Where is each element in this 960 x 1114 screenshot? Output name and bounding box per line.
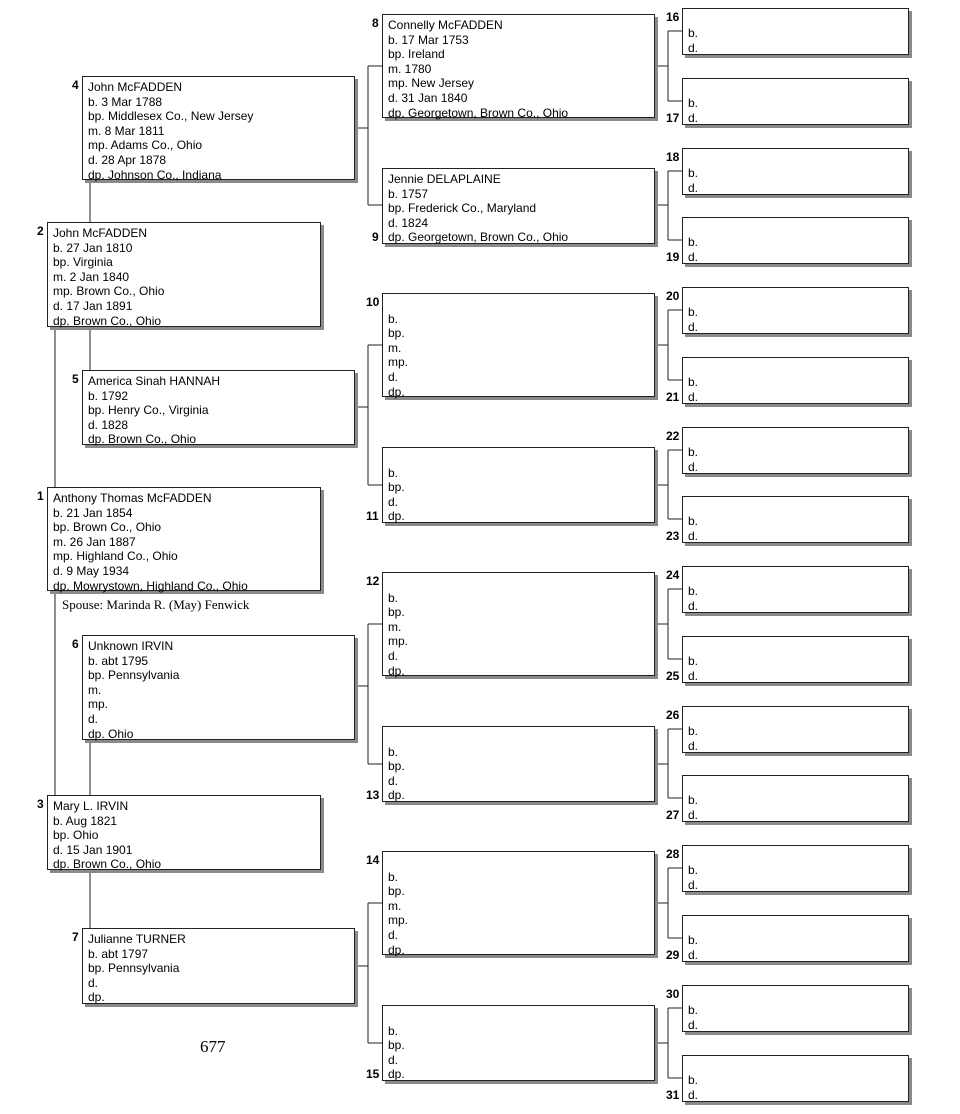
- person-number-7: 7: [72, 930, 79, 944]
- person-box-15: b. bp. d. dp.: [382, 1005, 655, 1081]
- person-number-8: 8: [372, 16, 379, 30]
- person-box-5: America Sinah HANNAH b. 1792 bp. Henry Co., Virginia d. 1828 dp. Brown Co., Ohio: [82, 370, 355, 445]
- person-box-13: b. bp. d. dp.: [382, 726, 655, 802]
- person-box-1: Anthony Thomas McFADDEN b. 21 Jan 1854 bp. Brown Co., Ohio m. 26 Jan 1887 mp. Highland Co., Ohio d. 9 May 1934 dp. Mowrystown, Highland Co., Ohio: [47, 487, 321, 591]
- person-box-19: b. d.: [682, 217, 909, 264]
- person-box-30: b. d.: [682, 985, 909, 1032]
- person-box-6: Unknown IRVIN b. abt 1795 bp. Pennsylvania m. mp. d. dp. Ohio: [82, 635, 355, 740]
- person-number-28: 28: [666, 847, 680, 861]
- person-number-23: 23: [666, 529, 680, 543]
- person-box-27: b. d.: [682, 775, 909, 822]
- person-box-25: b. d.: [682, 636, 909, 683]
- person-box-3: Mary L. IRVIN b. Aug 1821 bp. Ohio d. 15 Jan 1901 dp. Brown Co., Ohio: [47, 795, 321, 870]
- person-box-4: John McFADDEN b. 3 Mar 1788 bp. Middlesex Co., New Jersey m. 8 Mar 1811 mp. Adams Co., Ohio d. 28 Apr 1878 dp. Johnson Co., Indiana: [82, 76, 355, 180]
- person-box-23: b. d.: [682, 496, 909, 543]
- person-number-1: 1: [37, 489, 44, 503]
- person-box-20: b. d.: [682, 287, 909, 334]
- person-box-11: b. bp. d. dp.: [382, 447, 655, 523]
- person-box-7: Julianne TURNER b. abt 1797 bp. Pennsylvania d. dp.: [82, 928, 355, 1004]
- person-number-3: 3: [37, 797, 44, 811]
- person-number-6: 6: [72, 637, 79, 651]
- person-box-12: b. bp. m. mp. d. dp.: [382, 572, 655, 676]
- person-number-13: 13: [366, 788, 380, 802]
- person-number-12: 12: [366, 574, 380, 588]
- person-number-19: 19: [666, 250, 680, 264]
- person-box-21: b. d.: [682, 357, 909, 404]
- person-number-27: 27: [666, 808, 680, 822]
- person-box-18: b. d.: [682, 148, 909, 195]
- person-box-9: Jennie DELAPLAINE b. 1757 bp. Frederick Co., Maryland d. 1824 dp. Georgetown, Brown Co., Ohio: [382, 168, 655, 244]
- person-number-5: 5: [72, 372, 79, 386]
- spouse-note: Spouse: Marinda R. (May) Fenwick: [62, 597, 250, 612]
- person-number-15: 15: [366, 1067, 380, 1081]
- person-box-29: b. d.: [682, 915, 909, 962]
- person-number-9: 9: [372, 230, 379, 244]
- person-box-22: b. d.: [682, 427, 909, 474]
- person-number-20: 20: [666, 289, 680, 303]
- person-number-24: 24: [666, 568, 680, 582]
- person-number-16: 16: [666, 10, 680, 24]
- person-number-26: 26: [666, 708, 680, 722]
- person-number-22: 22: [666, 429, 680, 443]
- person-number-29: 29: [666, 948, 680, 962]
- person-number-25: 25: [666, 669, 680, 683]
- person-box-17: b. d.: [682, 78, 909, 125]
- person-box-8: Connelly McFADDEN b. 17 Mar 1753 bp. Ireland m. 1780 mp. New Jersey d. 31 Jan 1840 dp. Georgetown, Brown Co., Ohio: [382, 14, 655, 118]
- person-box-16: b. d.: [682, 8, 909, 55]
- person-number-17: 17: [666, 111, 680, 125]
- person-number-4: 4: [72, 78, 79, 92]
- person-number-11: 11: [366, 509, 379, 523]
- person-box-31: b. d.: [682, 1055, 909, 1102]
- person-box-26: b. d.: [682, 706, 909, 753]
- person-number-21: 21: [666, 390, 680, 404]
- person-box-24: b. d.: [682, 566, 909, 613]
- person-box-14: b. bp. m. mp. d. dp.: [382, 851, 655, 955]
- person-number-14: 14: [366, 853, 380, 867]
- person-number-30: 30: [666, 987, 680, 1001]
- person-number-31: 31: [666, 1088, 680, 1102]
- person-number-18: 18: [666, 150, 680, 164]
- person-number-10: 10: [366, 295, 380, 309]
- person-box-10: b. bp. m. mp. d. dp.: [382, 293, 655, 397]
- page-number: 677: [200, 1037, 226, 1056]
- person-number-2: 2: [37, 224, 44, 238]
- person-box-28: b. d.: [682, 845, 909, 892]
- person-box-2: John McFADDEN b. 27 Jan 1810 bp. Virginia m. 2 Jan 1840 mp. Brown Co., Ohio d. 17 Jan 1891 dp. Brown Co., Ohio: [47, 222, 321, 327]
